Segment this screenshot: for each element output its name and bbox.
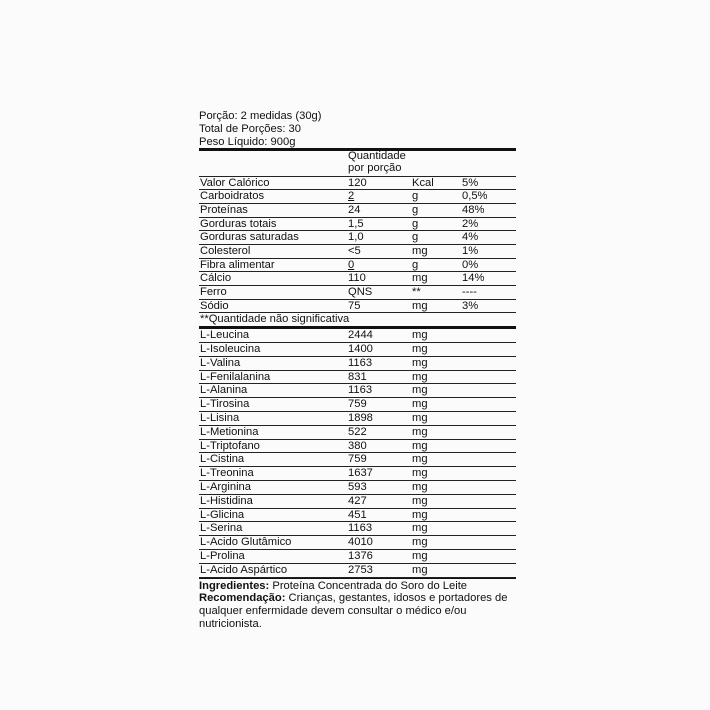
recommendation-text: Crianças, gestantes, idosos e portadores de qualquer enfermidade devem consultar o médico e/ou nutricionista. bbox=[199, 592, 508, 630]
footer-text bbox=[199, 579, 516, 631]
aminoacid-amount: 1376 bbox=[348, 550, 373, 562]
nutrient-row bbox=[199, 300, 516, 314]
aminoacid-unit: mg bbox=[412, 384, 428, 397]
nutrient-name: Valor Calórico bbox=[200, 176, 270, 189]
nutrient-unit: mg bbox=[412, 299, 428, 312]
nutrient-row bbox=[199, 259, 516, 273]
nutrient-amount: 1,0 bbox=[348, 231, 364, 244]
aminoacid-unit: mg bbox=[412, 343, 428, 356]
aminoacid-name: L-Leucina bbox=[200, 329, 250, 342]
aminoacid-name: L-Tirosina bbox=[200, 398, 250, 411]
quantity-header-line2: por porção bbox=[348, 161, 402, 174]
recommendation-line bbox=[199, 592, 516, 630]
aminoacid-row bbox=[199, 329, 516, 343]
footnote: **Quantidade não significativa bbox=[200, 313, 350, 326]
aminoacid-amount: 1637 bbox=[348, 467, 373, 480]
aminoacid-row bbox=[199, 440, 516, 454]
aminoacid-unit: mg bbox=[412, 494, 428, 507]
nutrient-amount: 0 bbox=[348, 258, 355, 271]
aminoacid-amount: 1163 bbox=[348, 522, 373, 535]
nutrient-name: Carboidratos bbox=[200, 190, 265, 203]
nutrition-facts-panel bbox=[199, 110, 516, 631]
aminoacid-name: L-Acido Aspártico bbox=[200, 563, 288, 576]
nutrient-row bbox=[199, 286, 516, 300]
aminoacid-row bbox=[199, 509, 516, 523]
nutrient-table bbox=[199, 177, 516, 314]
aminoacid-unit: mg bbox=[412, 370, 428, 383]
aminoacid-name: L-Valina bbox=[200, 356, 241, 369]
nutrient-row bbox=[199, 272, 516, 286]
ingredients-text: Proteína Concentrada do Soro do Leite bbox=[269, 579, 468, 592]
nutrient-daily-value: 1% bbox=[462, 245, 479, 258]
aminoacid-unit: mg bbox=[412, 508, 428, 521]
aminoacid-row bbox=[199, 467, 516, 481]
nutrient-name: Cálcio bbox=[200, 272, 232, 285]
nutrient-daily-value: 2% bbox=[462, 217, 479, 230]
nutrient-row bbox=[199, 231, 516, 245]
nutrient-amount: QNS bbox=[348, 286, 373, 299]
aminoacid-unit: mg bbox=[412, 481, 428, 494]
nutrient-unit: g bbox=[412, 231, 419, 244]
aminoacid-row bbox=[199, 495, 516, 509]
nutrient-row bbox=[199, 218, 516, 232]
aminoacid-amount: 759 bbox=[348, 453, 367, 466]
aminoacid-row bbox=[199, 384, 516, 398]
nutrient-unit: g bbox=[412, 217, 419, 230]
nutrient-daily-value: 0% bbox=[462, 258, 479, 271]
aminoacid-name: L-Serina bbox=[200, 522, 243, 535]
quantity-header bbox=[199, 151, 516, 176]
nutrient-row bbox=[199, 204, 516, 218]
nutrient-name: Gorduras totais bbox=[200, 217, 277, 230]
aminoacid-amount: 593 bbox=[348, 481, 367, 494]
nutrient-unit: mg bbox=[412, 245, 428, 258]
nutrient-row bbox=[199, 190, 516, 204]
aminoacid-name: L-Triptofano bbox=[200, 439, 260, 452]
aminoacid-amount: 1898 bbox=[348, 412, 373, 425]
total-servings-line: Total de Porções: 30 bbox=[199, 122, 301, 135]
aminoacid-row bbox=[199, 453, 516, 467]
aminoacid-row bbox=[199, 398, 516, 412]
aminoacid-amount: 4010 bbox=[348, 536, 373, 549]
nutrient-unit: ** bbox=[412, 286, 421, 299]
nutrient-daily-value: 0,5% bbox=[462, 190, 488, 203]
aminoacid-row bbox=[199, 371, 516, 385]
aminoacid-amount: 522 bbox=[348, 425, 367, 438]
aminoacid-amount: 2444 bbox=[348, 329, 373, 342]
aminoacid-row bbox=[199, 564, 516, 578]
nutrient-unit: mg bbox=[412, 272, 428, 285]
aminoacid-unit: mg bbox=[412, 398, 428, 411]
aminoacid-name: L-Acido Glutâmico bbox=[200, 536, 292, 549]
nutrient-name: Fibra alimentar bbox=[200, 258, 275, 271]
aminoacid-amount: 451 bbox=[348, 508, 367, 521]
aminoacid-amount: 759 bbox=[348, 398, 367, 411]
aminoacid-unit: mg bbox=[412, 453, 428, 466]
net-weight-line: Peso Líquido: 900g bbox=[199, 135, 296, 148]
nutrient-name: Colesterol bbox=[200, 245, 251, 258]
nutrient-row bbox=[199, 177, 516, 191]
nutrient-name: Sódio bbox=[200, 299, 229, 312]
serving-size-line: Porção: 2 medidas (30g) bbox=[199, 110, 322, 122]
nutrient-row bbox=[199, 245, 516, 259]
aminoacid-unit: mg bbox=[412, 412, 428, 425]
aminoacid-unit: mg bbox=[412, 536, 428, 549]
aminoacid-amount: 831 bbox=[348, 370, 367, 383]
aminoacid-amount: 1163 bbox=[348, 356, 373, 369]
nutrient-amount: 120 bbox=[348, 176, 367, 189]
aminoacid-unit: mg bbox=[412, 425, 428, 438]
nutrient-amount: 24 bbox=[348, 203, 361, 216]
nutrient-daily-value: 3% bbox=[462, 299, 479, 312]
nutrient-name: Gorduras saturadas bbox=[200, 231, 299, 244]
nutrient-unit: g bbox=[412, 258, 419, 271]
nutrient-name: Proteínas bbox=[200, 203, 248, 216]
nutrient-daily-value: 14% bbox=[462, 272, 485, 285]
aminoacid-unit: mg bbox=[412, 467, 428, 480]
aminoacid-unit: mg bbox=[412, 439, 428, 452]
aminoacid-name: L-Treonina bbox=[200, 467, 254, 480]
aminoacid-amount: 2753 bbox=[348, 563, 373, 576]
nutrient-amount: 110 bbox=[348, 272, 366, 285]
nutrient-name: Ferro bbox=[200, 286, 227, 299]
aminoacid-row bbox=[199, 481, 516, 495]
aminoacid-unit: mg bbox=[412, 329, 428, 342]
aminoacid-row bbox=[199, 536, 516, 550]
aminoacid-table bbox=[199, 329, 516, 577]
aminoacid-name: L-Cistina bbox=[200, 453, 245, 466]
nutrient-daily-value: ---- bbox=[462, 286, 477, 299]
aminoacid-name: L-Histidina bbox=[200, 494, 253, 507]
aminoacid-name: L-Isoleucina bbox=[200, 343, 261, 356]
aminoacid-amount: 1163 bbox=[348, 384, 373, 397]
nutrient-daily-value: 48% bbox=[462, 203, 485, 216]
nutrient-unit: Kcal bbox=[412, 176, 434, 189]
aminoacid-name: L-Prolina bbox=[200, 550, 245, 562]
aminoacid-amount: 380 bbox=[348, 439, 367, 452]
aminoacid-name: L-Glicina bbox=[200, 508, 245, 521]
aminoacid-amount: 427 bbox=[348, 494, 367, 507]
ingredients-line bbox=[199, 580, 516, 593]
aminoacid-amount: 1400 bbox=[348, 343, 373, 356]
aminoacid-name: L-Alanina bbox=[200, 384, 248, 397]
aminoacid-row bbox=[199, 412, 516, 426]
aminoacid-name: L-Lisina bbox=[200, 412, 240, 425]
aminoacid-row bbox=[199, 426, 516, 440]
nutrient-daily-value: 4% bbox=[462, 231, 479, 244]
aminoacid-row bbox=[199, 522, 516, 536]
aminoacid-row bbox=[199, 357, 516, 371]
nutrient-unit: g bbox=[412, 190, 419, 203]
nutrient-amount: 1,5 bbox=[348, 217, 364, 230]
aminoacid-row bbox=[199, 343, 516, 357]
aminoacid-row bbox=[199, 550, 516, 564]
aminoacid-name: L-Metionina bbox=[200, 425, 259, 438]
nutrient-unit: g bbox=[412, 203, 419, 216]
ingredients-label: Ingredientes: bbox=[199, 579, 270, 592]
aminoacid-unit: mg bbox=[412, 356, 428, 369]
nutrient-amount: 2 bbox=[348, 190, 355, 203]
nutrient-amount: 75 bbox=[348, 299, 361, 312]
nutrient-daily-value: 5% bbox=[462, 176, 479, 189]
aminoacid-unit: mg bbox=[412, 550, 428, 562]
aminoacid-name: L-Fenilalanina bbox=[200, 370, 271, 383]
recommendation-label: Recomendação: bbox=[199, 592, 286, 605]
nutrient-amount: <5 bbox=[348, 245, 361, 258]
quantity-header-line1: Quantidade bbox=[348, 150, 406, 163]
aminoacid-unit: mg bbox=[412, 563, 428, 576]
aminoacid-unit: mg bbox=[412, 522, 428, 535]
aminoacid-name: L-Arginina bbox=[200, 481, 251, 494]
